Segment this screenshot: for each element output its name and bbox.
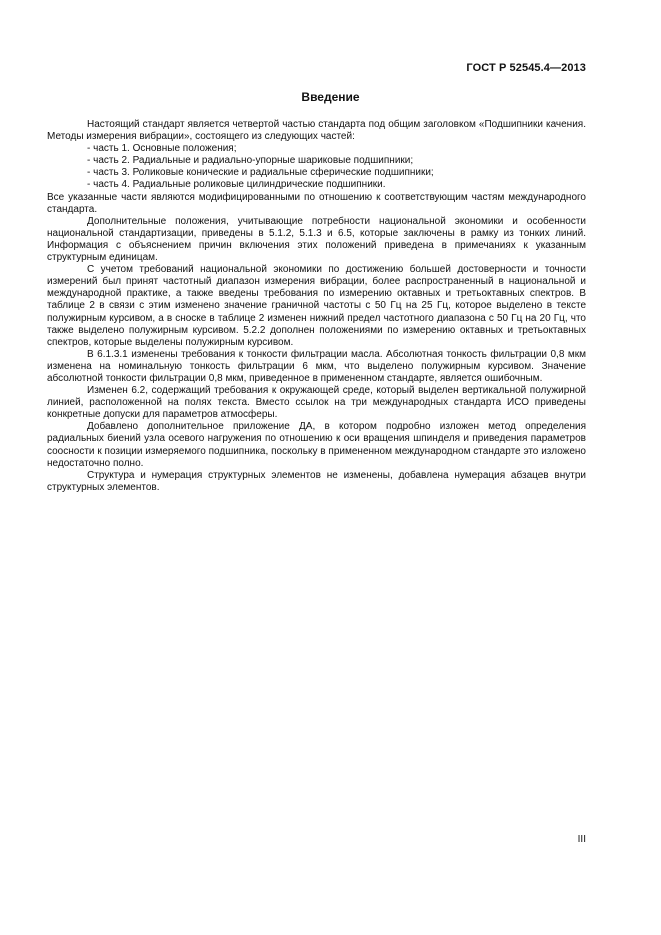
paragraph-structure: Структура и нумерация структурных элементов не изменены, добавлена нумерация абзацев внутри структурных элементов. <box>47 469 586 493</box>
document-code: ГОСТ Р 52545.4—2013 <box>466 62 586 74</box>
list-item: - часть 4. Радиальные роликовые цилиндрические подшипники. <box>87 179 386 191</box>
paragraph-modifications: Все указанные части являются модифицированными по отношению к соответствующим частям международного стандарта. <box>47 191 586 215</box>
list-item: - часть 2. Радиальные и радиально-упорные шариковые подшипники; <box>87 155 414 167</box>
list-item: - часть 1. Основные положения; <box>87 143 237 155</box>
document-body <box>47 119 586 494</box>
paragraph-annex-da: Добавлено дополнительное приложение ДА, в котором подробно изложен метод определения радиальных биений узла осевого нагружения по отношению к оси вращения шпинделя и приведения параметров соосности к позиции измеряемого подшипника, поскольку в примененном международном стандарте это изложено недостаточно полно. <box>47 421 586 469</box>
section-title: Введение <box>301 90 360 104</box>
paragraph-additional-provisions: Дополнительные положения, учитывающие потребности национальной экономики и особенности национальной стандартизации, приведены в 5.1.2, 5.1.3 и 6.5, которые заключены в рамку из тонких линий. Информация с объяснением причин включения этих положений приведена в примечаниях к указанным структурным единицам. <box>47 215 586 264</box>
paragraph-intro: Настоящий стандарт является четвертой частью стандарта под общим заголовком «Подшипники качения. Методы измерения вибрации», состоящего из следующих частей: <box>47 119 586 143</box>
page-number: III <box>577 834 586 845</box>
parts-list <box>47 143 586 191</box>
paragraph-oil-filtration: В 6.1.3.1 изменены требования к тонкости фильтрации масла. Абсолютная тонкость фильтрации 0,8 мкм изменена на номинальную тонкость фильтрации 6 мкм, что выделено полужирным курсивом. Значение абсолютной тонкости фильтрации 0,8 мкм, приведенное в примененном стандарте, является ошибочным. <box>47 348 586 384</box>
paragraph-frequency-range: С учетом требований национальной экономики по достижению большей достоверности и точности измерений был принят частотный диапазон измерения вибрации, более распространенный в национальной и международной практике, а также введены требования по измерению октавных и третьоктавных спектров. В таблице 2 в связи с этим изменено значение граничной частоты с 50 Гц на 25 Гц, которое выделено в тексте полужирным курсивом, а в сноске в таблице 2 изменен нижний предел частотного диапазона с 50 Гц на 20 Гц, что также выделено полужирным курсивом. 5.2.2 дополнен положениями по измерению октавных и третьоктавных спектров, которые выделены полужирным курсивом. <box>47 264 586 348</box>
list-item: - часть 3. Роликовые конические и радиальные сферические подшипники; <box>87 167 434 179</box>
paragraph-environment: Изменен 6.2, содержащий требования к окружающей среде, который выделен вертикальной полужирной линией, расположенной на полях текста. Вместо ссылок на три международных стандарта ИСО приведены конкретные допуски для параметров атмосферы. <box>47 385 586 421</box>
